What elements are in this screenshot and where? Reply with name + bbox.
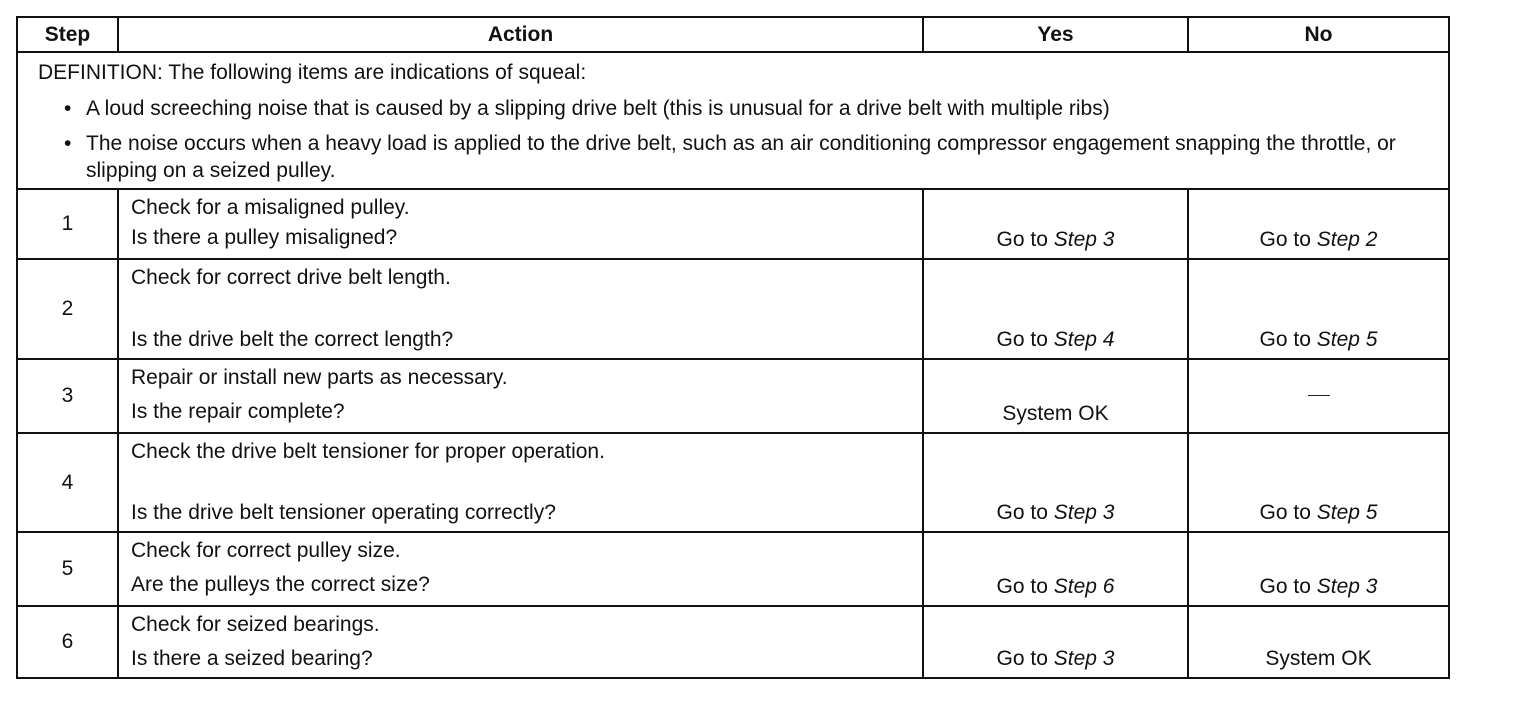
no-cell bbox=[1188, 433, 1449, 532]
step-number: 4 bbox=[17, 433, 118, 532]
no-step-link[interactable]: Step 3 bbox=[1316, 575, 1378, 598]
table-row bbox=[17, 606, 1449, 678]
definition-bullet-text: A loud screeching noise that is caused by a slipping drive belt (this is unusual for a drive belt with multiple ribs) bbox=[86, 97, 1110, 120]
action-text: Check for seized bearings. bbox=[131, 613, 380, 636]
question-text: Is the repair complete? bbox=[131, 400, 345, 423]
yes-prefix: Go to bbox=[996, 501, 1054, 524]
action-text: Repair or install new parts as necessary. bbox=[131, 366, 508, 389]
header-no: No bbox=[1188, 17, 1449, 52]
no-prefix: Go to bbox=[1259, 501, 1317, 524]
step-number: 2 bbox=[17, 259, 118, 359]
header-step: Step bbox=[17, 17, 118, 52]
step-number: 5 bbox=[17, 532, 118, 606]
yes-step-link[interactable]: Step 4 bbox=[1053, 328, 1115, 351]
yes-cell bbox=[923, 433, 1188, 532]
definition-bullet bbox=[38, 130, 1438, 184]
bullet-dot: • bbox=[64, 132, 72, 155]
step-number: 6 bbox=[17, 606, 118, 678]
yes-cell bbox=[923, 532, 1188, 606]
no-step-link[interactable]: Step 5 bbox=[1316, 501, 1378, 524]
diagnostic-table bbox=[16, 16, 1450, 679]
header-action: Action bbox=[118, 17, 923, 52]
yes-step-link[interactable]: Step 3 bbox=[1053, 501, 1115, 524]
action-cell bbox=[118, 189, 923, 259]
definition-cell bbox=[17, 52, 1449, 189]
action-text: Check the drive belt tensioner for proper operation. bbox=[131, 440, 605, 463]
action-text: Check for correct drive belt length. bbox=[131, 266, 451, 289]
no-cell bbox=[1188, 189, 1449, 259]
definition-bullet-text: The noise occurs when a heavy load is applied to the drive belt, such as an air conditioning compressor engagement snapping the throttle, or slipping on a seized pulley. bbox=[86, 132, 1396, 182]
yes-prefix: Go to bbox=[996, 575, 1054, 598]
no-step-link[interactable]: Step 2 bbox=[1316, 228, 1378, 251]
step-number: 1 bbox=[17, 189, 118, 259]
table-row bbox=[17, 259, 1449, 359]
no-cell bbox=[1188, 532, 1449, 606]
yes-cell bbox=[923, 259, 1188, 359]
no-step-link[interactable]: Step 5 bbox=[1316, 328, 1378, 351]
no-cell bbox=[1188, 259, 1449, 359]
no-prefix: Go to bbox=[1259, 228, 1317, 251]
definition-title: DEFINITION: The following items are indications of squeal: bbox=[38, 61, 587, 84]
yes-step-link[interactable]: Step 3 bbox=[1053, 228, 1115, 251]
yes-cell bbox=[923, 189, 1188, 259]
yes-result: System OK bbox=[1002, 402, 1109, 425]
yes-step-link[interactable]: Step 6 bbox=[1053, 575, 1115, 598]
yes-prefix: Go to bbox=[996, 328, 1054, 351]
no-cell bbox=[1188, 359, 1449, 433]
table-row bbox=[17, 359, 1449, 433]
no-prefix: Go to bbox=[1259, 328, 1317, 351]
no-result-dash bbox=[1308, 395, 1330, 396]
no-result: System OK bbox=[1265, 647, 1372, 670]
header-row bbox=[17, 17, 1449, 52]
action-text: Check for a misaligned pulley. bbox=[131, 196, 410, 219]
yes-prefix: Go to bbox=[996, 228, 1054, 251]
action-text: Check for correct pulley size. bbox=[131, 539, 401, 562]
step-number: 3 bbox=[17, 359, 118, 433]
yes-prefix: Go to bbox=[996, 647, 1054, 670]
question-text: Is the drive belt the correct length? bbox=[131, 328, 454, 351]
table-row bbox=[17, 433, 1449, 532]
action-cell bbox=[118, 606, 923, 678]
header-yes: Yes bbox=[923, 17, 1188, 52]
yes-step-link[interactable]: Step 3 bbox=[1053, 647, 1115, 670]
action-cell bbox=[118, 259, 923, 359]
action-cell bbox=[118, 433, 923, 532]
yes-cell bbox=[923, 606, 1188, 678]
table-row bbox=[17, 189, 1449, 259]
action-cell bbox=[118, 532, 923, 606]
question-text: Are the pulleys the correct size? bbox=[131, 573, 430, 596]
bullet-dot: • bbox=[64, 97, 72, 120]
yes-cell bbox=[923, 359, 1188, 433]
question-text: Is there a seized bearing? bbox=[131, 647, 373, 670]
action-cell bbox=[118, 359, 923, 433]
no-cell bbox=[1188, 606, 1449, 678]
table-row bbox=[17, 532, 1449, 606]
question-text: Is there a pulley misaligned? bbox=[131, 226, 398, 249]
question-text: Is the drive belt tensioner operating correctly? bbox=[131, 501, 556, 524]
no-prefix: Go to bbox=[1259, 575, 1317, 598]
definition-bullet bbox=[38, 95, 1438, 122]
definition-row bbox=[17, 52, 1449, 189]
